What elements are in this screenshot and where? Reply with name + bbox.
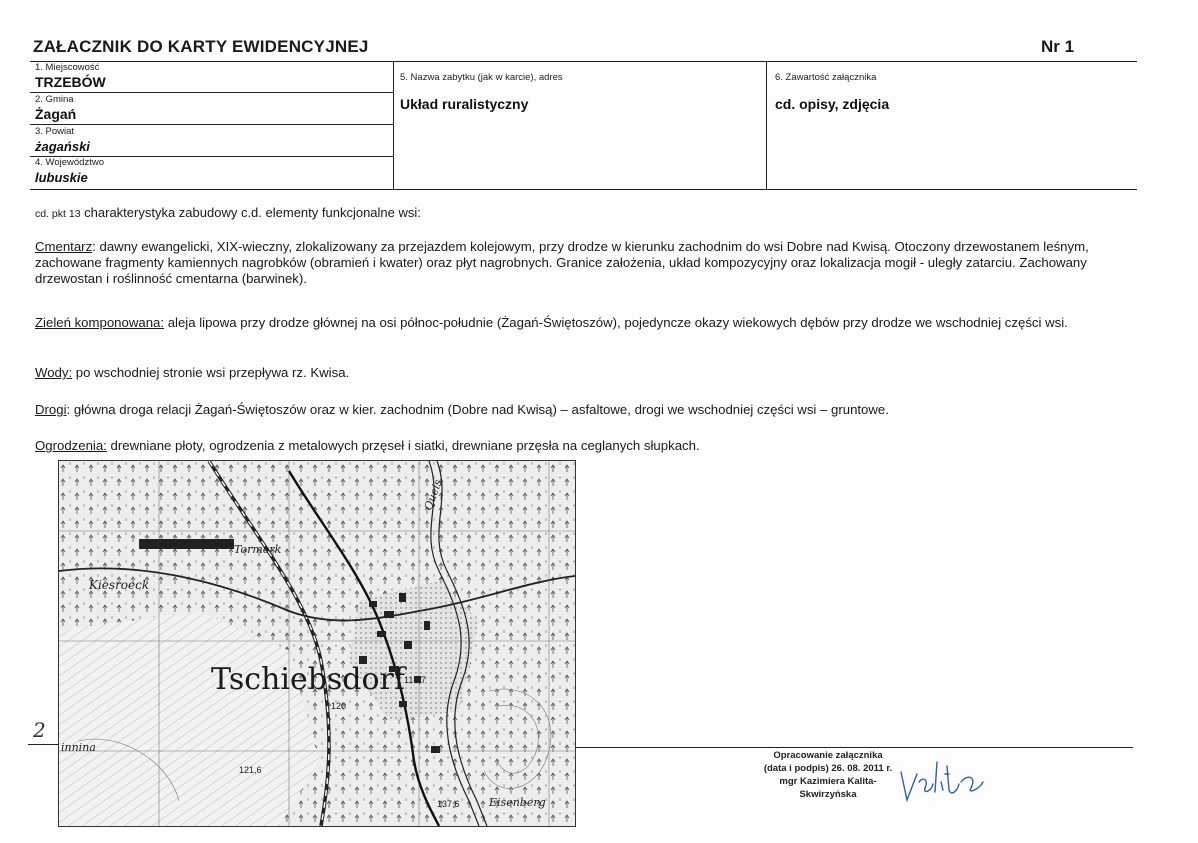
map-spot-height-4: 137,6 [437, 799, 460, 809]
paragraph-text: po wschodniej stronie wsi przepływa rz. Kwisa. [72, 365, 350, 380]
map-label-north: Tormerk [234, 543, 282, 556]
gmina-label: 2. Gmina [35, 94, 74, 105]
paragraph-wody [35, 365, 1135, 381]
map-label-west: Kiesroeck [89, 578, 150, 592]
footer-line-3: mgr Kazimiera Kalita- [779, 776, 877, 787]
footer-line-4: Skwirzyńska [799, 789, 857, 800]
miejscowosc-value: TRZEBÓW [35, 74, 106, 90]
paragraph-text: drewniane płoty, ogrodzenia z metalowych przęseł i siatki, drewniane przęsła na ceglanych słupkach. [106, 438, 700, 453]
table-top-border [30, 61, 1137, 62]
paragraph-text: : dawny ewangelicki, XIX-wieczny, zlokalizowany za przejazdem kolejowym, przy drodze w kierunku zachodnim do wsi Dobre nad Kwisą. Otoczony drzewostanem leśnym, zachowane fragmenty kamiennych nagrobków (obramień i kwater) oraz płyt nagrobnych. Granice założenia, układ kompozycyjny oraz lokalizacja mogił - uległy zatarciu. Zachowany drzewostan i roślinność cmentarna (barwinek). [35, 239, 1089, 286]
paragraph-label: Zieleń komponowana: [35, 315, 165, 330]
zawartosc-value: cd. opisy, zdjęcia [775, 96, 890, 112]
table-bottom-border [30, 189, 1137, 190]
powiat-label: 3. Powiat [35, 126, 75, 137]
paragraph-label: Drogi [35, 402, 67, 417]
nazwa-zabytku-value: Układ ruralistyczny [400, 96, 529, 112]
paragraph-label: Ogrodzenia: [35, 438, 107, 453]
map-label-river: Queis [421, 477, 445, 513]
map-spot-height-2: 120 [331, 701, 347, 711]
paragraph-cmentarz [35, 239, 1135, 287]
handwritten-signature [897, 752, 987, 807]
column-divider-2 [766, 61, 767, 189]
historical-map [58, 460, 576, 827]
powiat-value: żagański [35, 139, 90, 154]
margin-page-mark: 2 [33, 718, 46, 742]
footer-line-2: (data i podpis) 26. 08. 2011 r. [763, 763, 893, 774]
nazwa-zabytku-label: 5. Nazwa zabytku (jak w karcie), adres [400, 72, 563, 83]
intro-prefix: cd. pkt 13 [35, 208, 81, 220]
paragraph-text: aleja lipowa przy drodze głównej na osi północ-południe (Żagań-Świętoszów), pojedyncze okazy wiekowych dębów przy drodze we wschodniej części wsi. [164, 315, 1068, 330]
gmina-value: Żagań [35, 106, 77, 122]
map-label-hill: Eisenberg [489, 796, 546, 809]
zawartosc-label: 6. Zawartość załącznika [775, 72, 877, 83]
footer-line-left [28, 744, 58, 745]
map-label-southwest: innina [61, 741, 96, 754]
map-drawing [59, 461, 575, 826]
paragraph-drogi [35, 402, 1135, 418]
column-divider-1 [393, 61, 394, 189]
document-title: ZAŁACZNIK DO KARTY EWIDENCYJNEJ [33, 37, 369, 56]
map-label-village: Tschiebsdorf [211, 662, 406, 697]
footer-line-right [576, 747, 1133, 748]
map-spot-height-3: 121,6 [239, 765, 262, 775]
paragraph-ogrodzenia [35, 438, 1135, 454]
miejscowosc-label: 1. Miejscowość [35, 62, 100, 73]
section-intro [35, 205, 421, 220]
paragraph-label: Wody: [35, 365, 73, 380]
paragraph-text: : główna droga relacji Żagań-Świętoszów oraz w kier. zachodnim (Dobre nad Kwisą) – asfaltowe, drogi we wschodniej części wsi – gruntowe. [66, 402, 889, 417]
map-spot-height-1: 118,7 [404, 675, 426, 685]
paragraph-label: Cmentarz [35, 239, 93, 254]
footer-line-1: Opracowanie załącznika [773, 750, 883, 761]
wojewodztwo-value: lubuskie [35, 170, 88, 185]
row-divider-1 [30, 92, 393, 93]
paragraph-zielen [35, 315, 1135, 331]
wojewodztwo-label: 4. Województwo [35, 157, 104, 168]
attachment-number: Nr 1 [1041, 37, 1075, 56]
intro-text: charakterystyka zabudowy c.d. elementy funkcjonalne wsi: [84, 205, 421, 220]
row-divider-2 [30, 124, 393, 125]
